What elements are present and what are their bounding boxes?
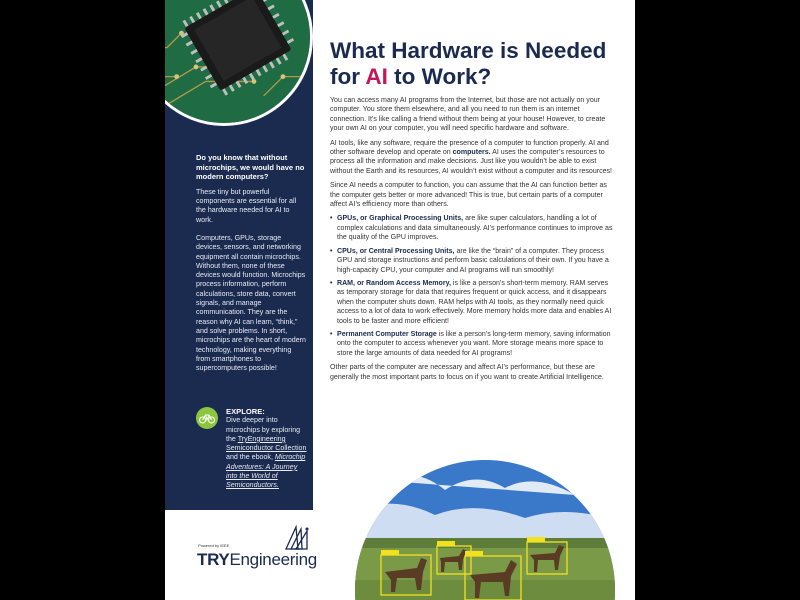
paragraph-4: Other parts of the computer are necessary and affect AI’s performance, but these are generally the most important parts to focus on if you want to create Artificial Intelligence.: [330, 364, 604, 381]
bullet-term: Permanent Computer Storage: [337, 330, 437, 338]
bullet-text: is like a person’s long-term memory, saving information onto the computer to access whenever you want. More storage means more space to store the large amounts of data needed for AI programs!: [337, 330, 611, 357]
title-for: for: [330, 64, 366, 89]
sidebar-paragraph-1: These tiny but powerful components are essential for all the hardware needed for AI to work.: [196, 187, 297, 224]
logo-try: TRY: [197, 550, 230, 569]
logo-wordmark: [197, 550, 317, 570]
paragraph-2-c: AI uses the computer’s resources to process all the information and make decisions. Just like you wouldn’t be able to exist without the Earth and its resources, AI wouldn’t exist without a computer and its resources!: [330, 149, 613, 175]
object-detection-photo: [355, 460, 615, 600]
title-end: to Work?: [387, 64, 492, 89]
semiconductor-collection-link[interactable]: TryEngineering Semiconductor Collection: [226, 434, 307, 453]
page-title: [330, 38, 620, 90]
paragraph-2: [330, 139, 615, 177]
explore-box: [196, 407, 308, 491]
bicycle-icon: [196, 407, 218, 429]
list-item-cpu: [330, 247, 615, 275]
hardware-list: [330, 214, 615, 358]
bullet-term: CPUs, or Central Processing Units,: [337, 247, 455, 255]
paragraph-3: Since AI needs a computer to function, you can assume that the AI can function better as the computer gets better or more advanced! This is true, but certain parts of a computer affect AI’s efficiency more than others.: [330, 182, 607, 209]
logo-pages-icon: [282, 523, 312, 553]
list-item-gpu: [330, 214, 615, 242]
sidebar-question: Do you know that without microchips, we would have no modern computers?: [196, 153, 305, 182]
bullet-text: are like the “brain” of a computer. They process GPU and storage instructions and perform basic calculations of their own. If you have a high-capacity CPU, your computer and AI programs will run smoothly!: [337, 247, 609, 274]
paragraph-2-a: AI tools, like any software, require the presence of a computer to function properly. AI and other software develop and operate on: [330, 139, 609, 157]
explore-title: EXPLORE:: [226, 407, 265, 416]
title-ai-highlight: AI: [365, 64, 388, 89]
paragraph-2-computers: computers.: [452, 149, 491, 157]
microchip-image: [165, 0, 313, 126]
bullet-text: is like a person’s short-term memory. RAM serves as temporary storage for data that requires frequent or quick access, and it disappears when the computer shuts down. RAM helps with AI tools, as they normally need quick access to a lot of data to work effectively. More memory holds more data and enables AI tools to be faster and more efficient!: [337, 279, 612, 325]
main-content: [330, 96, 615, 387]
explore-text-1: Dive deeper into microchips by exploring the: [226, 416, 301, 443]
powered-by-label: Powered by IEEE: [198, 543, 230, 548]
explore-body: [226, 416, 308, 490]
explore-text-2: and the ebook,: [226, 453, 275, 462]
sidebar-paragraph-2: Computers, GPUs, storage devices, sensors, and networking equipment all contain microchips. Without them, none of these devices would function. Microchips process information, perform calculations, store data, convert signals, and manage communication. They are the reason why AI can learn, “think,” and solve problems. In short, microchips are the heart of modern technology, making everything from smartphones to supercomputers possible!: [196, 233, 307, 373]
sidebar-panel: [165, 0, 313, 510]
horses-detection-illustration: [355, 460, 615, 600]
microchip-ebook-link[interactable]: Microchip Adventures: A Journey into the World of Semiconductors.: [226, 453, 306, 490]
logo-engineering: Engineering: [229, 550, 317, 569]
bullet-text: are like super calculators, handling a lot of complex calculations and data simultaneously. AI’s performance continues to improve as the quality of the GPU improves.: [337, 215, 613, 242]
bullet-term: RAM, or Random Access Memory,: [337, 279, 451, 287]
list-item-ram: [330, 279, 615, 326]
bullet-term: GPUs, or Graphical Processing Units,: [337, 215, 464, 223]
document-page: [165, 0, 635, 600]
tryengineering-logo: [195, 523, 315, 568]
list-item-storage: [330, 330, 615, 358]
microchip-illustration: [165, 0, 310, 123]
sidebar-text: [196, 153, 306, 382]
paragraph-1: You can access many AI programs from the Internet, but those are not actually on your computer. You store them elsewhere, and all you need to run them is an internet connection. It’s like calling a friend without them being at your house! However, to create your own AI on your computer, you will need specific hardware and software.: [330, 97, 606, 133]
title-line-1: What Hardware is Needed: [330, 38, 607, 63]
